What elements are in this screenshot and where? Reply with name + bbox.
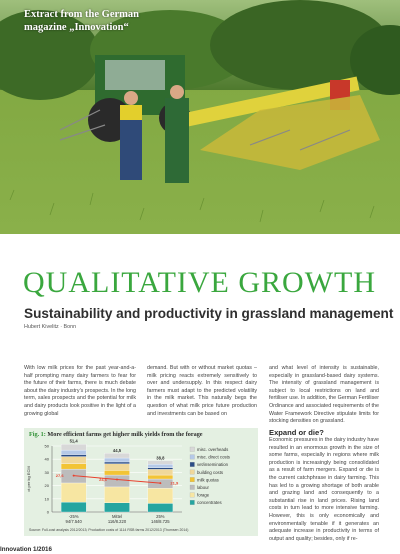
x-category-label: Mittel bbox=[111, 514, 123, 519]
y-axis-label: ct per kg ECM bbox=[26, 466, 31, 492]
article-author: Hubert Kivelitz · Bonn bbox=[24, 324, 77, 330]
legend-swatch bbox=[190, 500, 195, 505]
bar-segment bbox=[148, 461, 173, 464]
extract-line-2: magazine „Innovation“ bbox=[24, 22, 129, 33]
bar-total-label: 38,8 bbox=[156, 455, 165, 461]
x-category-label: 25% bbox=[156, 514, 165, 519]
article-subtitle: Sustainability and productivity in grassland management bbox=[24, 306, 394, 321]
line-value-label: 24,6 bbox=[99, 477, 107, 483]
bar-segment bbox=[61, 450, 86, 454]
bar-segment bbox=[104, 453, 129, 458]
legend-swatch bbox=[190, 462, 195, 467]
bar-total-label: 51,4 bbox=[69, 438, 78, 444]
bar-segment bbox=[148, 464, 173, 467]
x-category-sublabel: 94/7.540 bbox=[65, 519, 82, 524]
x-category-sublabel: 146/8.725 bbox=[151, 519, 170, 524]
body-column-3: and what level of intensity is sustainable, especially in grassland-based dairy systems. The intensity of grassland management is subject to local restrictions on land and fertiliser use. In addition, the German Fertiliser Ordinance and associated requirements of the Water Framework Directive stipulate limits for stocking densities on grassland. bbox=[269, 365, 379, 425]
section-heading: Expand or die? bbox=[269, 428, 324, 437]
legend-label: building costs bbox=[197, 469, 224, 475]
line-value-label: 21,9 bbox=[170, 480, 179, 486]
legend-label: milk quotas bbox=[197, 477, 219, 483]
extract-caption bbox=[24, 8, 139, 34]
legend-label: misc. overheads bbox=[197, 447, 229, 452]
y-tick-label: 30 bbox=[44, 469, 49, 475]
y-tick-label: 0 bbox=[46, 509, 49, 515]
page-footer: Innovation 1/2016 bbox=[0, 546, 52, 553]
legend-label: misc. direct costs bbox=[197, 454, 230, 460]
y-tick-label: 50 bbox=[44, 443, 49, 449]
legend-swatch bbox=[190, 485, 195, 490]
bar-segment bbox=[61, 464, 86, 469]
y-tick-label: 20 bbox=[44, 483, 49, 489]
bar-segment bbox=[104, 475, 129, 487]
article-title: QUALITATIVE GROWTH bbox=[23, 266, 377, 299]
legend-swatch bbox=[190, 477, 195, 482]
bar-segment bbox=[104, 464, 129, 471]
bar-segment bbox=[61, 502, 86, 512]
figure-label: Fig. 1: bbox=[29, 431, 46, 438]
hero-photo bbox=[0, 0, 400, 234]
bar-segment bbox=[104, 487, 129, 503]
legend-swatch bbox=[190, 455, 195, 460]
bar-segment bbox=[148, 469, 173, 475]
bar-segment bbox=[104, 470, 129, 475]
bar-segment bbox=[148, 488, 173, 503]
legend-label: concentrates bbox=[197, 500, 222, 506]
y-tick-label: 40 bbox=[44, 456, 49, 462]
bar-segment bbox=[61, 457, 86, 464]
legend-swatch bbox=[190, 470, 195, 475]
bar-segment bbox=[61, 455, 86, 457]
line-value-label: 27,6 bbox=[55, 473, 64, 479]
y-tick-label: 10 bbox=[44, 496, 49, 502]
figure-box bbox=[24, 428, 258, 536]
line-point bbox=[159, 482, 161, 484]
bar-total-label: 44,5 bbox=[112, 447, 122, 453]
bar-segment bbox=[104, 462, 129, 464]
bar-segment bbox=[61, 483, 86, 502]
legend-label: vet/insemination bbox=[197, 462, 229, 468]
figure-source-note: Source: Full-cost analysis 2012/2013; Production costs of 1114 RSB farms 2012/2013 (Thomsen 2014) bbox=[29, 528, 189, 532]
legend-swatch bbox=[190, 493, 195, 498]
bar-segment bbox=[104, 458, 129, 462]
body-column-4: Economic pressures in the dairy industry have resulted in an enormous growth in the size of some farms, especially in regions where milk production is increasingly being consolidated as a result of farm mergers. Expand or die is the current catchphrase in dairy farming. This has led to a growing shortage of both arable and grazing land and consequently to a substantial rise in land prices. Rising land costs in turn lead to more intensive farming. However, this is only economically and environmentally tenable if it generates an adequate increase in productivity in terms of output and quality; besides, only if re- bbox=[269, 437, 379, 542]
x-category-label: -25% bbox=[68, 514, 79, 519]
body-column-2: demand. But with or without market quotas – milk pricing reacts extremely sensitively to over and undersupply. In this respect dairy farmers must adapt to the predicted volatility in the milk market. This naturally begs the question of what milk price future production and investments can be based on bbox=[147, 365, 257, 417]
extract-line-1: Extract from the German bbox=[24, 9, 139, 20]
bar-segment bbox=[148, 475, 173, 479]
bar-segment bbox=[148, 503, 173, 512]
legend-swatch bbox=[190, 447, 195, 452]
figure-title bbox=[29, 431, 203, 438]
legend-label: labour bbox=[197, 485, 209, 490]
line-point bbox=[73, 475, 75, 477]
bar-segment bbox=[61, 444, 86, 450]
stacked-bar-chart bbox=[24, 438, 258, 534]
line-point bbox=[116, 479, 118, 481]
x-category-sublabel: 116/8.220 bbox=[107, 519, 127, 524]
bar-segment bbox=[104, 503, 129, 512]
legend-label: forage bbox=[197, 492, 210, 498]
bar-segment bbox=[148, 468, 173, 470]
figure-title-text: More efficient farms get higher milk yields from the forage bbox=[47, 431, 203, 438]
body-column-1: With low milk prices for the past year-and-a-half prompting many dairy farmers to fear for the future of their farms, there is much debate about the dairy industry’s prospects. In the long term, sales prospects and the potential for milk and dairy products look positive in the light of a growing global bbox=[24, 365, 136, 417]
